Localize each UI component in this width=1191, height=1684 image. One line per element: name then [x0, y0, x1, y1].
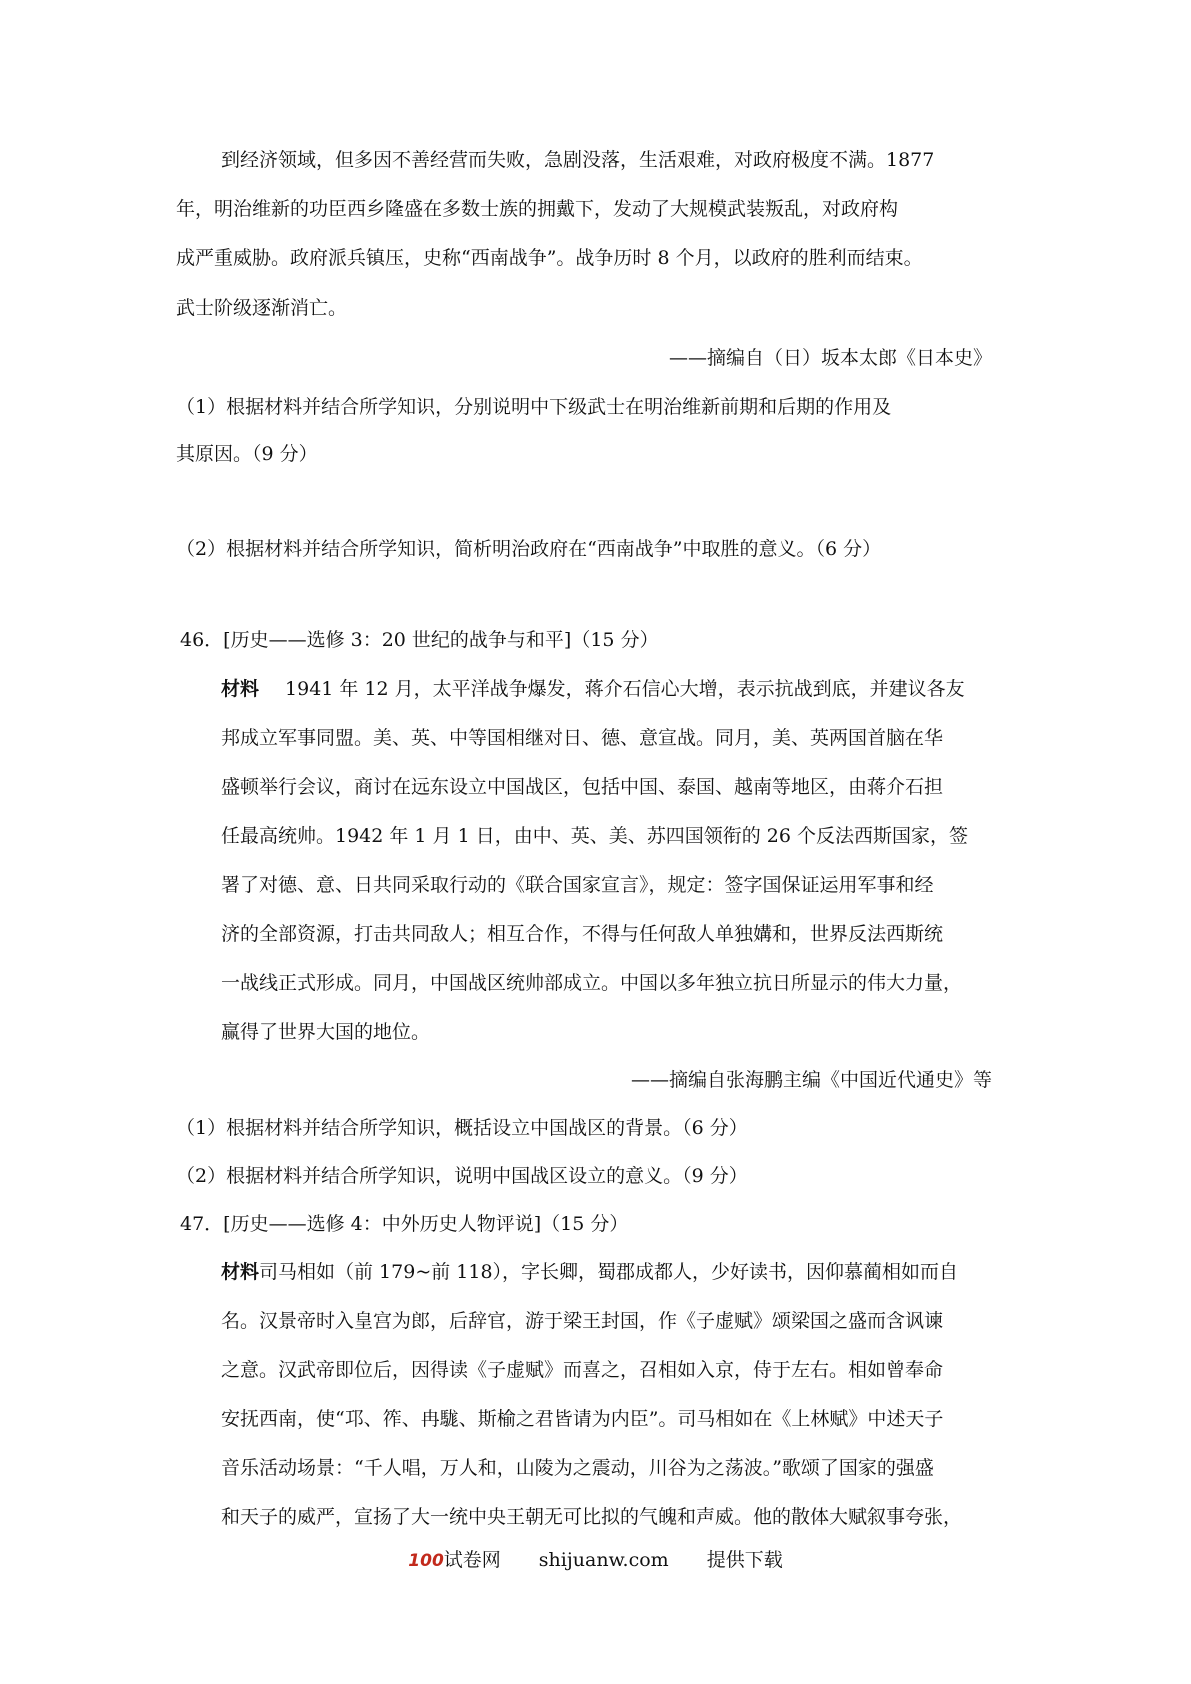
q46-material-line: 济的全部资源，打击共同敌人；相互合作，不得与任何敌人单独媾和，世界反法西斯统 [221, 923, 944, 945]
q46-material-first-line [221, 677, 965, 701]
q46-material-line: 盛顿举行会议，商讨在远东设立中国战区，包括中国、泰国、越南等地区，由蒋介石担 [221, 776, 944, 798]
q45-source: ——摘编自（日）坂本太郎《日本史》 [668, 347, 992, 369]
q47-material-first-line [221, 1260, 958, 1284]
q46-material-line: 任最高统帅。1942 年 1 月 1 日，由中、英、美、苏四国领衔的 26 个反法西斯国家，签 [221, 825, 968, 847]
site-logo: 100 [408, 1551, 444, 1571]
q46-material-line: 一战线正式形成。同月，中国战区统帅部成立。中国以多年独立抗日所显示的伟大力量， [221, 972, 963, 994]
q46-material-line: 邦成立军事同盟。美、英、中等国相继对日、德、意宣战。同月，美、英两国首脑在华 [221, 727, 944, 749]
q47-material-line: 之意。汉武帝即位后，因得读《子虚赋》而喜之，召相如入京，侍于左右。相如曾奉命 [221, 1359, 944, 1381]
q45-material-line: 成严重威胁。政府派兵镇压，史称“西南战争”。战争历时 8 个月，以政府的胜利而结束。 [176, 247, 923, 269]
q45-material-line: 武士阶级逐渐消亡。 [176, 297, 348, 319]
q45-material-line: 到经济领域，但多因不善经营而失败，急剧没落，生活艰难，对政府极度不满。1877 [221, 149, 935, 171]
q47-material-line: 音乐活动场景：“千人唱，万人和，山陵为之震动，川谷为之荡波。”歌颂了国家的强盛 [221, 1457, 934, 1479]
material-label: 材料 [221, 1261, 260, 1283]
q45-subquestion-1-cont: 其原因。（9 分） [176, 443, 318, 465]
q45-subquestion-1: （1）根据材料并结合所学知识，分别说明中下级武士在明治维新前期和后期的作用及 [176, 396, 892, 418]
q46-material-line: 赢得了世界大国的地位。 [221, 1021, 431, 1043]
q47-material-line: 安抚西南，使“邛、筰、冉駹、斯榆之君皆请为内臣”。司马相如在《上林赋》中述天子 [221, 1408, 944, 1430]
q47-material-line: 和天子的威严，宣扬了大一统中央王朝无可比拟的气魄和声威。他的散体大赋叙事夸张， [221, 1506, 963, 1528]
material-label: 材料 [221, 678, 260, 700]
q47-material-line: 名。汉景帝时入皇宫为郎，后辞官，游于梁王封国，作《子虚赋》颂梁国之盛而含讽谏 [221, 1310, 944, 1332]
q46-subquestion-2: （2）根据材料并结合所学知识，说明中国战区设立的意义。（9 分） [176, 1165, 748, 1187]
q47-header: 47．[历史——选修 4：中外历史人物评说]（15 分） [180, 1213, 629, 1235]
q47-material-text: 司马相如（前 179~前 118），字长卿，蜀郡成都人，少好读书，因仰慕蔺相如而自 [259, 1261, 959, 1283]
q45-subquestion-2: （2）根据材料并结合所学知识，简析明治政府在“西南战争”中取胜的意义。（6 分） [176, 538, 882, 560]
q46-material-line: 署了对德、意、日共同采取行动的《联合国家宣言》，规定：签字国保证运用军事和经 [221, 874, 934, 896]
q46-material-text: 1941 年 12 月，太平洋战争爆发，蒋介石信心大增，表示抗战到底，并建议各友 [285, 678, 965, 700]
q45-material-line: 年，明治维新的功臣西乡隆盛在多数士族的拥戴下，发动了大规模武装叛乱，对政府构 [176, 198, 899, 220]
q46-subquestion-1: （1）根据材料并结合所学知识，概括设立中国战区的背景。（6 分） [176, 1117, 748, 1139]
q46-source: ——摘编自张海鹏主编《中国近代通史》等 [630, 1069, 992, 1091]
page-footer [0, 1548, 1191, 1573]
site-name: 试卷网 [443, 1549, 501, 1571]
download-note: 提供下载 [706, 1549, 783, 1571]
q46-header: 46．[历史——选修 3：20 世纪的战争与和平]（15 分） [180, 629, 659, 651]
site-domain: shijuanw.com [538, 1549, 669, 1571]
